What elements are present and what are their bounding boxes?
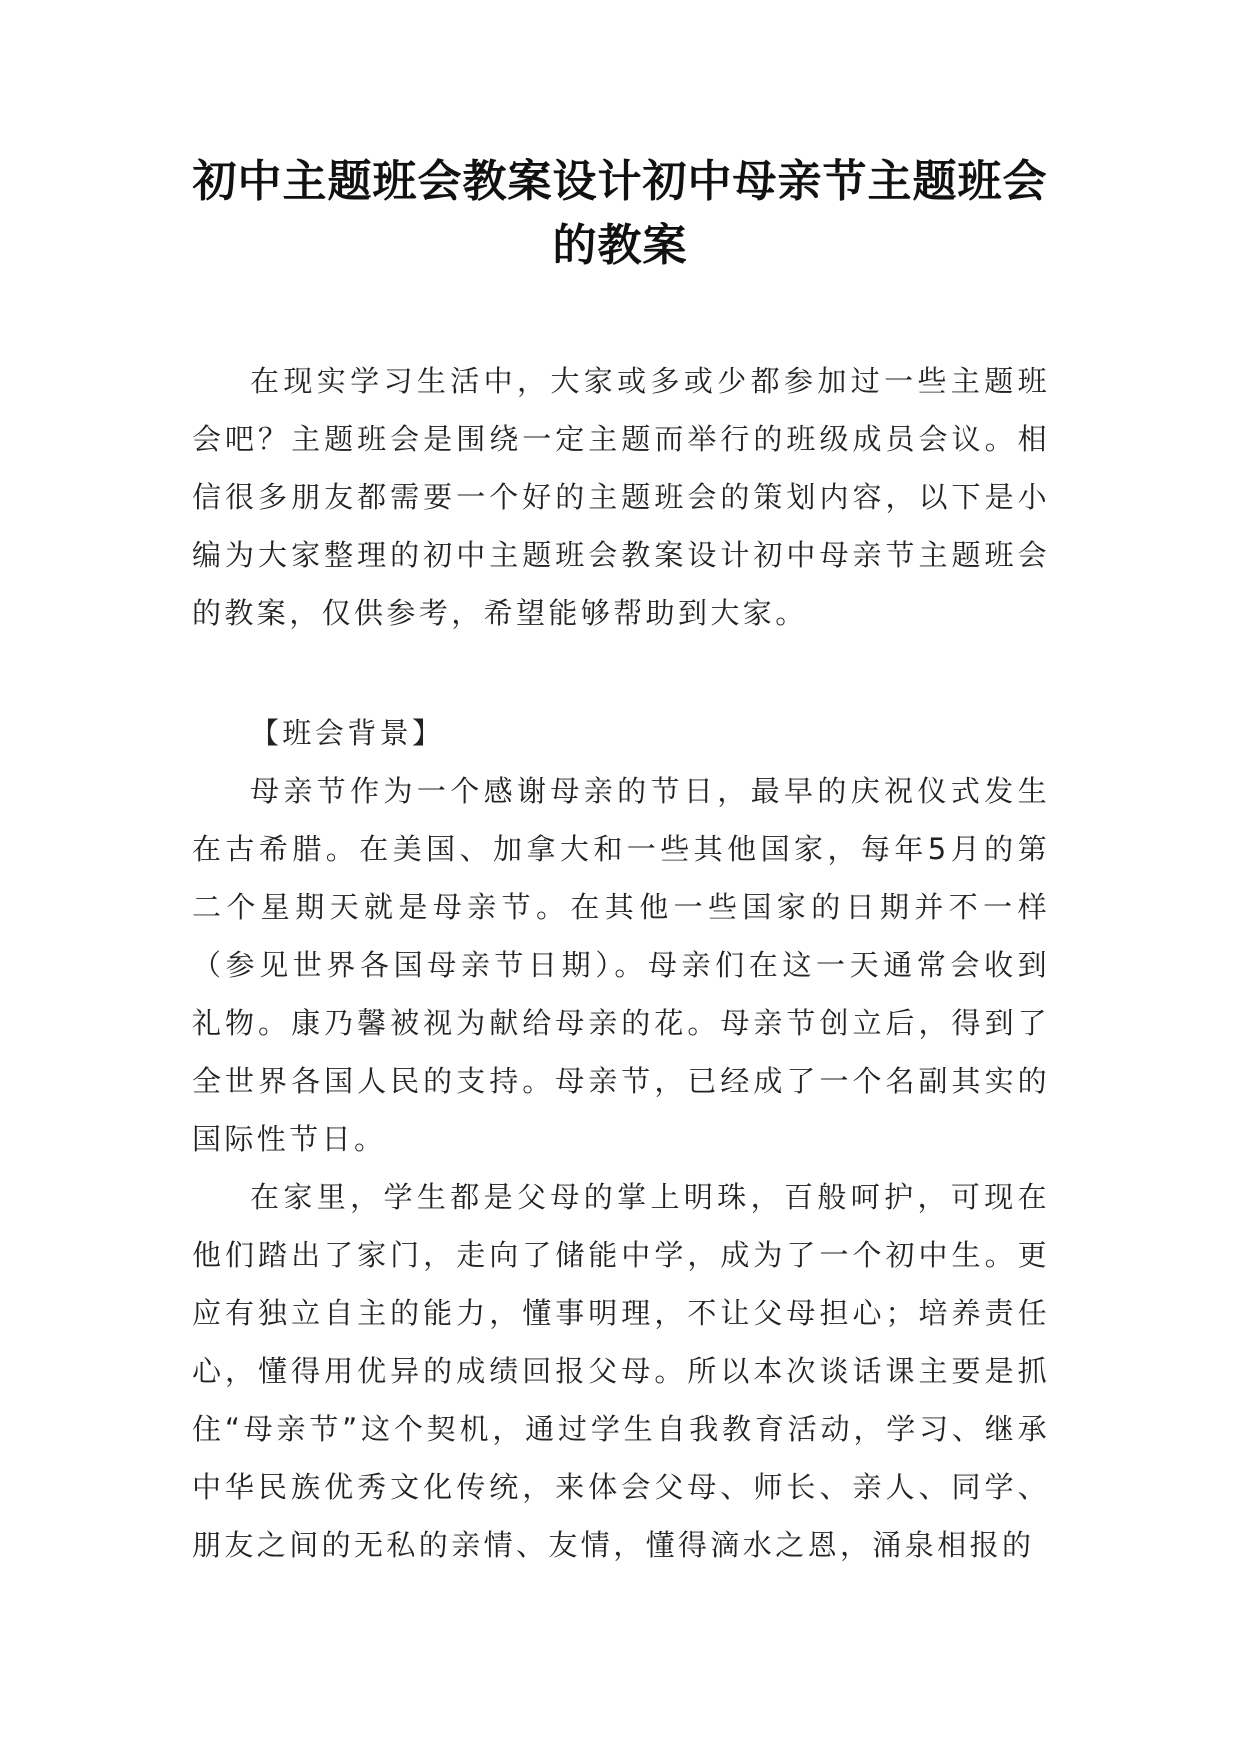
background-section — [192, 704, 1050, 1574]
background-paragraph-1: 母亲节作为一个感谢母亲的节日，最早的庆祝仪式发生在古希腊。在美国、加拿大和一些其他国家，每年5月的第二个星期天就是母亲节。在其他一些国家的日期并不一样（参见世界各国母亲节日期）。母亲们在这一天通常会收到礼物。康乃馨被视为献给母亲的花。母亲节创立后，得到了全世界各国人民的支持。母亲节，已经成了一个名副其实的国际性节日。 — [192, 774, 1050, 1156]
intro-section — [192, 352, 1050, 642]
section-heading: 【班会背景】 — [250, 716, 445, 750]
intro-paragraph: 在现实学习生活中，大家或多或少都参加过一些主题班会吧？主题班会是围绕一定主题而举行的班级成员会议。相信很多朋友都需要一个好的主题班会的策划内容，以下是小编为大家整理的初中主题班会教案设计初中母亲节主题班会的教案，仅供参考，希望能够帮助到大家。 — [192, 364, 1050, 630]
document-title: 初中主题班会教案设计初中母亲节主题班会的教案 — [192, 156, 1048, 271]
background-paragraph-2: 在家里，学生都是父母的掌上明珠，百般呵护，可现在他们踏出了家门，走向了储能中学，成为了一个初中生。更应有独立自主的能力，懂事明理，不让父母担心；培养责任心，懂得用优异的成绩回报父母。所以本次谈话课主要是抓住“母亲节”这个契机，通过学生自我教育活动，学习、继承中华民族优秀文化传统，来体会父母、师长、亲人、同学、朋友之间的无私的亲情、友情，懂得滴水之恩，涌泉相报的 — [192, 1180, 1050, 1562]
